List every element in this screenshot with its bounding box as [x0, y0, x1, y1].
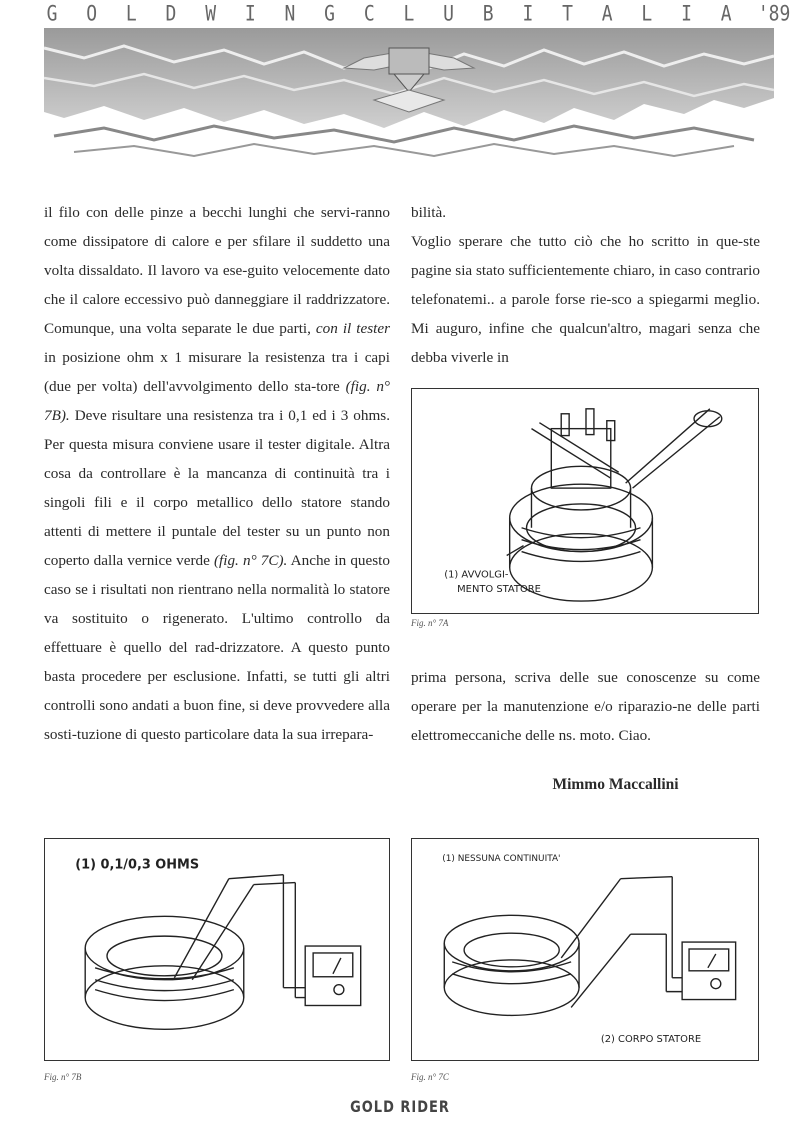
figure-caption: Fig. n° 7C [411, 1072, 449, 1082]
title-letter: W [205, 1, 217, 27]
stator-illustration-7c [412, 839, 758, 1060]
figure-caption: Fig. n° 7B [44, 1072, 82, 1082]
stator-illustration-7a [412, 389, 758, 613]
fig-7a-label-line1: (1) AVVOLGI- [444, 569, 509, 581]
figure-caption: Fig. n° 7A [411, 618, 449, 628]
title-letter: I [681, 1, 692, 27]
mountain-banner-art [44, 28, 774, 165]
right-text-column-top [411, 198, 760, 372]
title-letter: T [562, 1, 573, 27]
article-paragraph: il filo con delle pinze a becchi lunghi che servi-ranno come dissipatore di calore e per sfilare il suddetto una volta dissaldato. Il lavoro va ese-guito velocemente dato che il calore eccessivo può danneggiare il raddrizzatore. Comunque, una volta separate le due parti, con il tester in posizione ohm x 1 misurare la resistenza tra i capi (due per volta) dell'avvolgimento dello sta-tore (fig. n° 7B). Deve risultare una resistenza tra i 0,1 ed i 3 ohms. Per questa misura conviene usare il tester digitale. Altra cosa da controllare è la mancanza di continuità tra i singoli fili e il corpo metallico dello statore stando attenti di mettere il puntale del tester su un punto non coperto dalla vernice verde (fig. n° 7C). Anche in questo caso se i risultati non rientrano nella normalità lo statore va sostituito o rigenerato. L'ultimo controllo da effettuare è quello del rad-drizzatore. A questo punto basta procedere per esclusione. Infatti, se tutti gli altri controlli sono andati a buon fine, si deve provvedere alla sosti-tuzione di questo particolare data la sua irrepara- [44, 204, 391, 743]
title-letter: L [403, 1, 415, 27]
title-letter: D [165, 1, 177, 27]
article-paragraph: bilità. [411, 204, 447, 221]
fig-7c-label-2: (2) CORPO STATORE [600, 1034, 702, 1046]
title-letter: U [443, 1, 454, 27]
figure-7a [411, 388, 759, 614]
header-banner [44, 0, 791, 165]
article-paragraph: Voglio sperare che tutto ciò che ho scritto in que-ste pagine sia stato sufficientemente chiaro, in caso contrario telefonatemi.. a parole forse rie-sco a spiegarmi meglio. Mi auguro, infine che qualcun'altro, magari senza che debba viverle in [411, 233, 760, 366]
author-signature: Mimmo Maccallini [552, 776, 679, 793]
title-letter: L [641, 1, 653, 27]
title-letter: N [284, 1, 296, 27]
left-text-column [44, 198, 390, 749]
title-letter: L [125, 1, 137, 27]
title-letter: A [720, 1, 732, 27]
right-text-column-bottom [411, 663, 760, 750]
title-letter: B [482, 1, 494, 27]
fig-7c-label-1: (1) NESSUNA CONTINUITA' [442, 853, 561, 864]
magazine-footer: GOLD RIDER [350, 1098, 450, 1117]
figure-7c [411, 838, 759, 1061]
title-letter: I [522, 1, 534, 27]
title-letter: '89 [757, 1, 791, 27]
figure-7b [44, 838, 390, 1061]
title-letter: C [363, 1, 375, 27]
title-letter: G [46, 1, 58, 27]
title-letter: A [601, 1, 613, 27]
fig-7b-label: (1) 0,1/0,3 OHMS [75, 857, 200, 873]
title-letter: O [86, 1, 98, 27]
title-letter: G [324, 1, 336, 27]
article-paragraph: prima persona, scriva delle sue conoscenze su come operare per la manutenzione e/o riparazio-ne delle parti elettromeccaniche delle ns. moto. Ciao. [411, 669, 760, 744]
stator-illustration-7b [45, 839, 389, 1060]
title-letter: I [244, 1, 256, 27]
fig-7a-label-line2: MENTO STATORE [457, 584, 541, 596]
